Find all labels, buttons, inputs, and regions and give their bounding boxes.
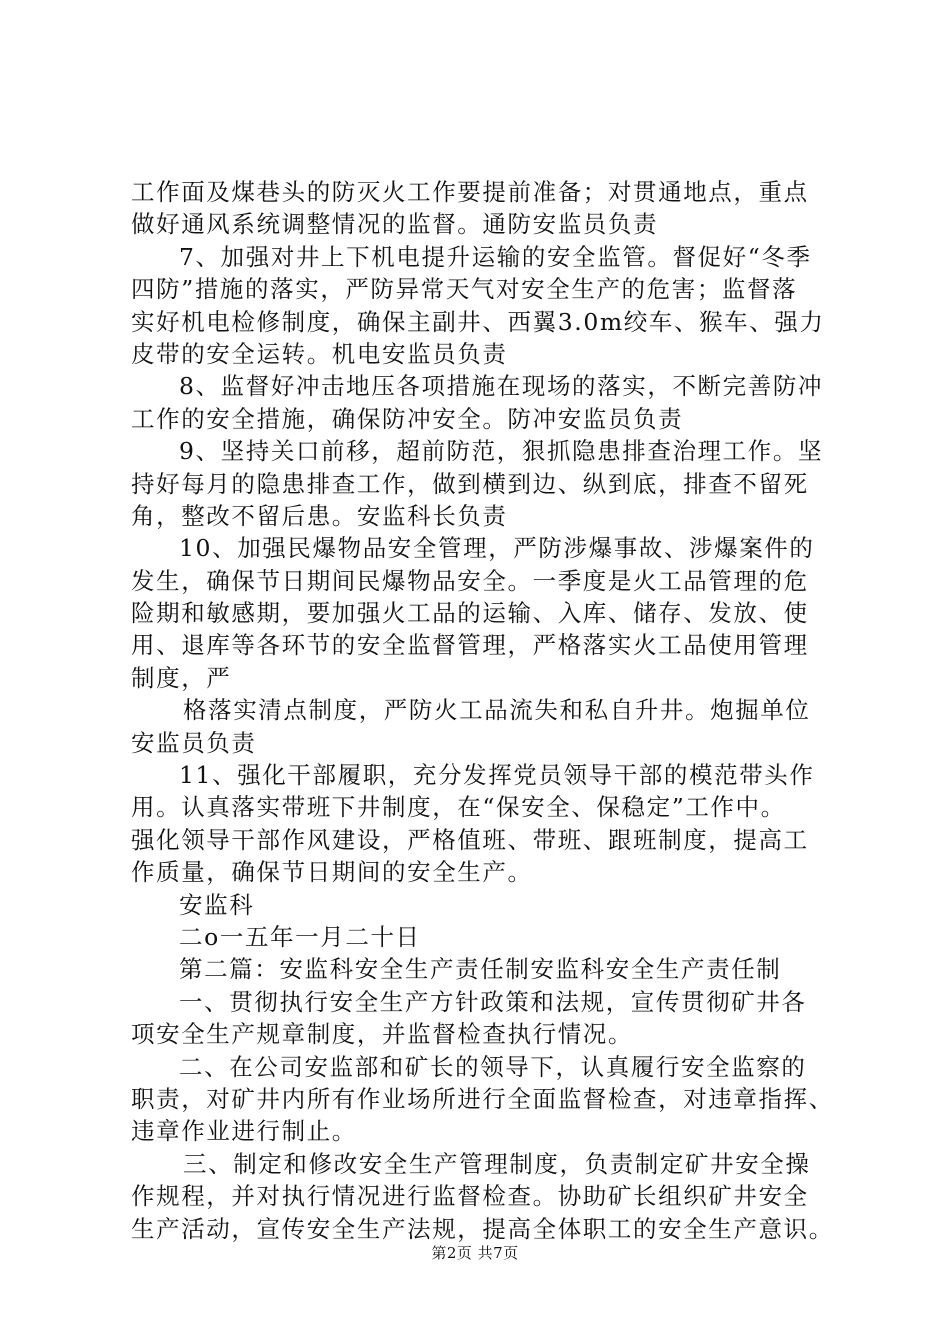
text-line: 用。认真落实带班下井制度，在“保安全、保稳定”工作中。 [131, 793, 786, 822]
clause-2-line: 二、在公司安监部和矿长的领导下，认真履行安全监察的 [179, 1052, 807, 1081]
page-number-footer: 第2页 共7页 [431, 1244, 519, 1262]
text-line: 实好机电检修制度，确保主副井、西翼3.0m绞车、猴车、强力 [131, 307, 825, 336]
text-line: 项安全生产规章制度，并监督检查执行情况。 [131, 1020, 633, 1049]
item-9-line: 9、坚持关口前移，超前防范，狠抓隐患排查治理工作。坚 [179, 437, 824, 466]
text-line: 工作的安全措施，确保防冲安全。防冲安监员负责 [131, 404, 684, 433]
clause-1-line: 一、贯彻执行安全生产方针政策和法规，宣传贯彻矿井各 [179, 987, 807, 1016]
item-8-line: 8、监督好冲击地压各项措施在现场的落实，不断完善防冲 [179, 372, 824, 401]
text-line: 违章作业进行制止。 [131, 1117, 357, 1146]
item-10-line: 10、加强民爆物品安全管理，严防涉爆事故、涉爆案件的 [179, 534, 815, 563]
text-line: 角，整改不留后患。安监科长负责 [131, 501, 508, 530]
text-line: 发生，确保节日期间民爆物品安全。一季度是火工品管理的危 [131, 566, 809, 595]
text-line: 生产活动，宣传安全生产法规，提高全体职工的安全生产意识。 [131, 1214, 834, 1243]
item-11-line: 11、强化干部履职，充分发挥党员领导干部的模范带头作 [179, 761, 815, 790]
text-line: 作质量，确保节日期间的安全生产。 [131, 858, 533, 887]
text-line: 安监员负责 [131, 728, 257, 757]
text-line: 皮带的安全运转。机电安监员负责 [131, 339, 508, 368]
section-heading: 第二篇：安监科安全生产责任制安监科安全生产责任制 [179, 955, 782, 984]
signature-department: 安监科 [179, 890, 255, 919]
signature-date: 二o一五年一月二十日 [179, 922, 421, 951]
text-line: 险期和敏感期，要加强火工品的运输、入库、储存、发放、使 [131, 599, 809, 628]
document-body [131, 176, 834, 1245]
text-line: 持好每月的隐患排查工作，做到横到边、纵到底，排查不留死 [131, 469, 809, 498]
text-line: 强化领导干部作风建设，严格值班、带班、跟班制度，提高工 [131, 825, 809, 854]
text-line: 做好通风系统调整情况的监督。通防安监员负责 [131, 210, 659, 239]
text-line: 职责，对矿井内所有作业场所进行全面监督检查，对违章指挥、 [131, 1084, 834, 1113]
text-line: 制度，严 [131, 663, 232, 692]
text-line: 格落实清点制度，严防火工品流失和私自升井。炮掘单位 [183, 696, 811, 725]
text-line: 作规程，并对执行情况进行监督检查。协助矿长组织矿井安全 [131, 1182, 809, 1211]
text-line: 用、退库等各环节的安全监督管理，严格落实火工品使用管理 [131, 631, 809, 660]
text-line: 四防”措施的落实，严防异常天气对安全生产的危害；监督落 [131, 275, 798, 304]
clause-3-line: 三、制定和修改安全生产管理制度，负责制定矿井安全操 [183, 1149, 811, 1178]
item-7-line: 7、加强对井上下机电提升运输的安全监管。督促好“冬季 [179, 242, 812, 271]
text-line: 工作面及煤巷头的防灭火工作要提前准备；对贯通地点，重点 [131, 178, 809, 206]
